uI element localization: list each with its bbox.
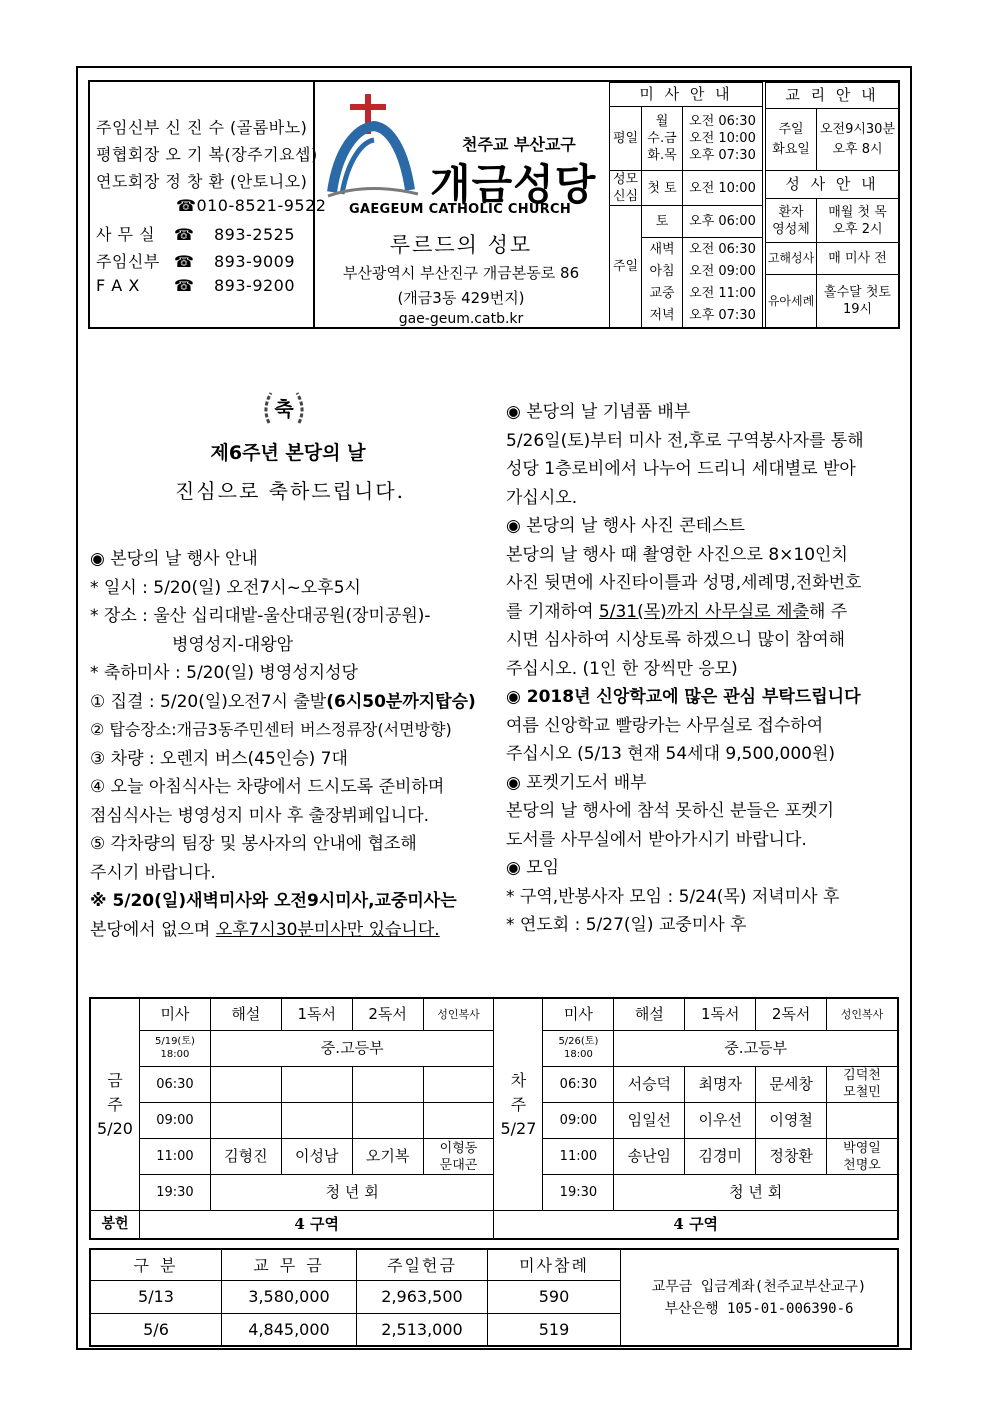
church-name-en: GAEGEUM CATHOLIC CHURCH [349,202,572,217]
roster-cell [827,1102,898,1138]
notice-line: * 연도회 : 5/27(일) 교중미사 후 [506,915,747,935]
finance-header: 구 분 [90,1249,222,1280]
roster-time: 09:00 [139,1102,210,1138]
roster-cell: 송난임 [614,1139,685,1175]
saturday-day: 토 [642,206,683,238]
sacrament-name: 고해성사 [766,243,817,275]
roster-cell: 김덕천 모철민 [827,1066,898,1102]
account-line: 교무금 입금계좌(천주교부산교구) [651,1278,867,1295]
roster-cell: 임일선 [614,1102,685,1138]
roster-header: 해설 [614,998,685,1030]
roster-header: 1독서 [685,998,756,1030]
notice-heading: ◉ 본당의 날 행사 안내 [90,549,258,569]
notice-line: 주시기 바랍니다. [90,862,216,883]
notice-line: 본당에서 없으며 오후7시30분미사만 있습니다. [90,919,440,940]
notice-line: ③ 차량 : 오렌지 버스(45인승) 7대 [90,748,348,769]
church-address-old: (개금3동 429번지) [397,289,525,307]
roster-cell [423,1102,494,1138]
notice-line: 주십시오. (1인 한 장씩만 응모) [506,658,738,679]
notice-heading: ◉ 포켓기도서 배부 [506,772,647,793]
notice-line: 주십시오 (5/13 현재 54세대 9,500,000원) [506,744,836,764]
roster-time: 11:00 [139,1139,210,1175]
offering-this-week: 4 구역 [139,1211,494,1239]
phone-icon: ☎ [174,252,195,271]
roster-cell: 오기복 [352,1139,423,1175]
right-notice [506,398,864,940]
roster-cell: 김경미 [685,1139,756,1175]
notice-line: ① 집결 : 5/20(일)오전7시 출발(6시50분까지탑승) [90,691,476,712]
notice-line: 사진 뒷면에 사진타이틀과 성명,세례명,전화번호 [506,573,862,593]
office-phone: 사 무 실 ☎ 893-2525 [96,225,296,244]
roster-header: 2독서 [352,998,423,1030]
finance-cell: 2,963,500 [357,1280,488,1313]
roster-header: 미사 [543,998,614,1030]
roster-cell: 최명자 [685,1066,756,1102]
holyhour-label: 성모 신심 [610,171,642,206]
roster-cell: 이우선 [685,1102,756,1138]
finance-cell: 4,845,000 [222,1313,357,1346]
notice-heading: ◉ 2018년 신앙학교에 많은 관심 부탁드립니다 [506,687,861,707]
offering-label: 봉헌 [90,1211,139,1239]
roster-header: 2독서 [756,998,827,1030]
roster-cell: 정창환 [756,1139,827,1175]
notice-line: * 장소 : 울산 십리대밭-울산대공원(장미공원)- [90,606,431,626]
saturday-time: 오후 06:00 [683,206,763,238]
staff-priest: 주임신부 신 진 수 (골롬바노) [96,118,308,137]
roster-merged: 청 년 회 [210,1175,494,1211]
notice-line: ④ 오늘 아침식사는 차량에서 드시도록 준비하며 [90,777,445,797]
diocese-name: 천주교 부산교구 [462,135,576,154]
roster-cell: 서승덕 [614,1066,685,1102]
mass-roster-table [89,997,899,1240]
notice-line: * 구역,반봉사자 모임 : 5/24(목) 저녁미사 후 [506,886,840,907]
catechism-days: 주일 화요일 [766,109,817,171]
notice-line: 5/26일(토)부터 미사 전,후로 구역봉사자를 통해 [506,430,864,451]
notice-line: 병영성지-대왕암 [172,634,294,655]
roster-time: 09:00 [543,1102,614,1138]
roster-time: 19:30 [543,1175,614,1211]
finance-header: 주일헌금 [357,1249,488,1280]
roster-time: 06:30 [139,1066,210,1102]
celebration-title: 제6주년 본당의 날 [210,442,366,464]
finance-cell: 519 [488,1313,621,1346]
roster-cell: 이영철 [756,1102,827,1138]
roster-cell [352,1066,423,1102]
notice-line: * 일시 : 5/20(일) 오전7시~오후5시 [90,577,361,598]
roster-merged: 중․고등부 [210,1030,494,1066]
sunday-label: 주일 [610,206,642,328]
church-name: 개금성당 [430,160,597,209]
offering-next-week: 4 구역 [494,1211,898,1239]
finance-cell: 3,580,000 [222,1280,357,1313]
sunday-times: 오전 06:30 오전 09:00 오전 11:00 오후 07:30 [683,238,763,328]
notice-line: 도서를 사무실에서 받아가시기 바랍니다. [506,829,807,850]
finance-cell: 5/13 [90,1280,222,1313]
catechism-title: 교 리 안 내 [766,83,899,109]
church-address: 부산광역시 부산진구 개금본동로 86 [342,264,580,282]
roster-cell [210,1066,281,1102]
phone-icon: ☎ [174,225,195,244]
roster-time: 5/19(토) 18:00 [139,1030,210,1066]
notice-line: 를 기재하여 5/31(목)까지 사무실로 제출해 주 [506,601,848,622]
finance-cell: 5/6 [90,1313,222,1346]
roster-cell [423,1066,494,1102]
notice-line: 본당의 날 행사 때 촬영한 사진으로 8×10인치 [506,544,848,565]
notice-line: 점심식사는 병영성지 미사 후 출장뷔페입니다. [90,805,430,826]
holyhour-time: 오전 10:00 [683,171,763,206]
staff-council-president: 평협회장 오 기 복(장주기요셉) [96,145,318,164]
notice-line: 가십시오. [506,487,578,508]
notice-heading: ◉ 본당의 날 기념품 배부 [506,402,691,422]
roster-cell: 이형동 문대곤 [423,1139,494,1175]
phone-icon: ☎ [174,276,195,295]
phone-icon: ☎ [176,196,197,215]
sacrament-title: 성 사 안 내 [766,171,899,199]
notice-line: 본당의 날 행사에 참석 못하신 분들은 포켓기 [506,801,835,821]
notice-heading: ◉ 모임 [506,858,560,878]
mass-guide-table [609,82,763,328]
celebration-emblem [259,383,309,433]
priest-phone: 주임신부 ☎ 893-9009 [96,252,296,271]
roster-cell: 이성남 [281,1139,352,1175]
roster-cell [210,1102,281,1138]
sacrament-name: 유아세례 [766,275,817,328]
notice-line: 여름 신앙학교 빨랑카는 사무실로 접수하여 [506,715,824,736]
notice-line: * 축하미사 : 5/20(일) 병영성지성당 [90,663,358,683]
roster-cell: 박영일 천명오 [827,1139,898,1175]
notice-heading: ◉ 본당의 날 행사 사진 콘테스트 [506,516,745,536]
sacrament-time: 매 미사 전 [817,243,899,275]
finance-cell: 590 [488,1280,621,1313]
celebration-emblem-text: 축 [274,397,294,421]
roster-cell: 김형진 [210,1139,281,1175]
fax-number: F A X ☎ 893-9200 [96,276,296,295]
notice-line: 시면 심사하여 시상토록 하겠으니 많이 참여해 [506,630,846,650]
finance-table [89,1248,899,1347]
sacrament-time: 홀수달 첫토 19시 [817,275,899,328]
finance-cell: 2,513,000 [357,1313,488,1346]
mobile-number: ☎010-8521-9522 [176,196,327,215]
roster-header: 성인복사 [827,998,898,1030]
weekday-times: 오전 06:30 오전 10:00 오후 07:30 [683,107,763,171]
account-line: 부산은행 105-01-006390-6 [664,1300,854,1317]
notice-line: ※ 5/20(일)새벽미사와 오전9시미사,교중미사는 [90,891,457,911]
roster-header: 1독서 [281,998,352,1030]
roster-cell [281,1066,352,1102]
sacrament-name: 환자 영성체 [766,199,817,243]
roster-header: 해설 [210,998,281,1030]
cross-logo-icon [318,90,438,205]
finance-header: 미사참례 [488,1249,621,1280]
this-week-label: 금 주 5/20 [90,998,139,1211]
roster-merged: 중․고등부 [614,1030,898,1066]
holyhour-day: 첫 토 [642,171,683,206]
roster-cell: 문세창 [756,1066,827,1102]
roster-cell [281,1102,352,1138]
roster-time: 5/26(토) 18:00 [543,1030,614,1066]
weekday-days: 월 수․금 화․목 [642,107,683,171]
patron-saint: 루르드의 성모 [389,233,533,257]
sunday-days: 새벽 아침 교중 저녁 [642,238,683,328]
roster-time: 19:30 [139,1175,210,1211]
finance-header: 교 무 금 [222,1249,357,1280]
roster-cell [352,1102,423,1138]
catechism-times: 오전9시30분 오후 8시 [817,109,899,171]
roster-time: 11:00 [543,1139,614,1175]
notice-line: 성당 1층로비에서 나누어 드리니 세대별로 받아 [506,459,856,479]
catechism-sacrament-table [765,82,899,328]
roster-merged: 청 년 회 [614,1175,898,1211]
mass-guide-title: 미 사 안 내 [610,83,763,107]
sacrament-time: 매월 첫 목 오후 2시 [817,199,899,243]
roster-header: 성인복사 [423,998,494,1030]
celebration-subtitle: 진심으로 축하드립니다. [175,479,405,503]
roster-header: 미사 [139,998,210,1030]
church-website[interactable]: gae-geum.catb.kr [398,311,524,327]
notice-line: ⑤ 각차량의 팀장 및 봉사자의 안내에 협조해 [90,834,417,854]
weekday-label: 평일 [610,107,642,171]
account-info [621,1249,899,1346]
next-week-label: 차 주 5/27 [494,998,543,1211]
roster-time: 06:30 [543,1066,614,1102]
left-notice [90,545,476,944]
notice-line: ② 탑승장소:개금3동주민센터 버스정류장(서면방향) [90,720,452,739]
staff-yeondo-president: 연도회장 정 창 환 (안토니오) [96,172,308,191]
